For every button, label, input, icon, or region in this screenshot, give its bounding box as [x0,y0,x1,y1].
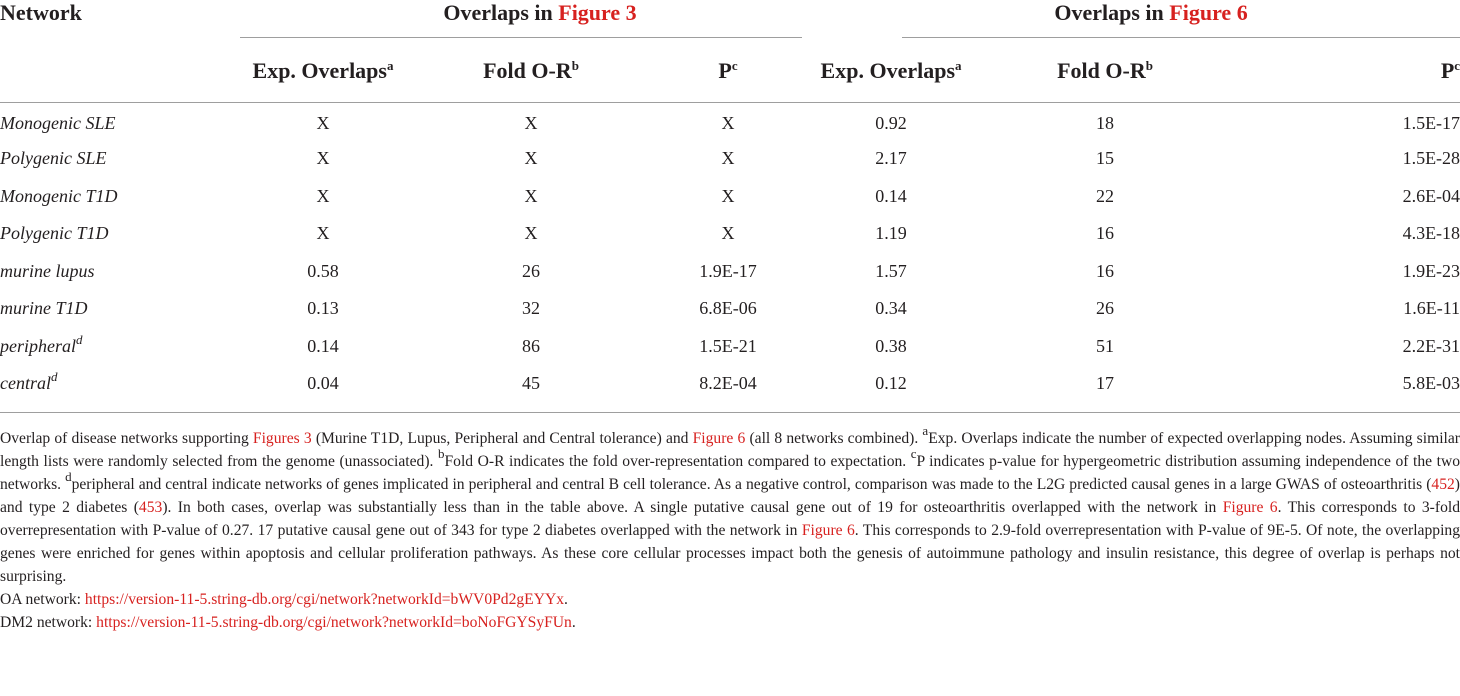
col-p-fig3 [654,40,802,102]
col-label: Fold O-R [1057,57,1146,83]
cell-f3-exp: X [316,223,330,244]
row-name: Polygenic T1D [0,223,109,244]
figure6-link[interactable]: Figure 6 [801,522,855,539]
table-bottom-rule [0,402,1460,412]
col-sup: c [1454,57,1460,73]
cell-f6-p: 4.3E-18 [1402,223,1460,244]
cell-f6-p: 1.9E-23 [1402,260,1460,281]
col-label: P [718,57,732,83]
table-row [0,252,1460,290]
col-label: P [1440,57,1455,83]
col-fold-or-fig6 [980,40,1230,102]
col-sup: a [955,57,962,73]
row-name: central$^d$ [0,369,58,394]
figure6-link[interactable]: Figure 6 [1169,0,1248,25]
cell-f3-p: 8.2E-04 [699,373,757,394]
group-underline [902,37,1460,38]
oa-network-line: OA network: https://version-11-5.string-db.org/cgi/network?networkId=bWV0Pd2gEYYx. [0,591,568,608]
figures3-link[interactable]: Figures 3 [252,430,312,447]
col-sup: b [1145,57,1153,73]
cell-f6-p: 2.2E-31 [1402,335,1460,356]
ref-452-link[interactable]: 452 [1431,476,1455,493]
row-name: peripheral$^d$ [0,331,83,356]
cell-f6-fold: 51 [1096,335,1115,356]
col-label: Fold O-R [483,57,572,83]
col-sup: a [386,57,394,73]
empty-header-cell [0,40,238,102]
cell-f6-p: 1.6E-11 [1403,298,1460,319]
col-p-fig6 [1230,40,1460,102]
cell-f3-p: X [721,113,735,133]
cell-f6-exp: 0.92 [875,113,907,133]
header-row-groups [0,0,1460,40]
cell-f6-p: 1.5E-17 [1402,113,1460,133]
cell-f6-p: 2.6E-04 [1402,185,1460,206]
table-row [0,290,1460,328]
cell-f6-fold: 22 [1096,185,1115,206]
figure3-link[interactable]: Figure 3 [558,0,637,25]
col-label: Exp. Overlaps [252,57,387,83]
cell-f3-fold: X [524,148,538,169]
ref-453-link[interactable]: 453 [138,499,163,516]
cell-f6-exp: 0.34 [875,298,907,319]
col-exp-overlaps-fig6 [802,40,980,102]
header-row-columns [0,40,1460,102]
cell-f6-p: 1.5E-28 [1402,148,1460,169]
table-row [0,102,1460,140]
cell-f6-fold: 26 [1096,298,1115,319]
cell-f3-exp: X [316,185,330,206]
cell-f6-fold: 16 [1096,260,1115,281]
figure6-link[interactable]: Figure 6 [1222,499,1278,516]
group-header-figure6 [802,0,1460,40]
row-name: Monogenic SLE [0,113,116,133]
table-row [0,140,1460,178]
cell-f3-p: X [721,223,735,244]
cell-f3-fold: X [524,185,538,206]
dm2-network-link[interactable]: https://version-11-5.string-db.org/cgi/network?networkId=boNoFGYSyFUn [96,614,572,631]
cell-f3-p: 1.9E-17 [699,260,757,281]
cell-f3-p: 6.8E-06 [699,298,757,319]
table-row [0,215,1460,253]
group-header-prefix: Overlaps in [443,0,559,25]
table-row [0,365,1460,403]
group-header-prefix: Overlaps in [1054,0,1170,25]
cell-f3-p: X [721,185,735,206]
row-name: murine T1D [0,298,88,319]
cell-f6-exp: 0.14 [875,185,907,206]
cell-f3-fold: X [524,223,538,244]
cell-f6-fold: 17 [1096,373,1115,394]
network-header: Network [0,0,82,25]
cell-f3-fold: 26 [522,260,540,281]
cell-f3-fold: 45 [522,373,540,394]
cell-f6-fold: 15 [1096,148,1115,169]
cell-f6-fold: 16 [1096,223,1115,244]
col-label: Exp. Overlaps [820,57,956,83]
cell-f3-exp: 0.14 [307,335,339,356]
cell-f3-exp: X [316,148,330,169]
row-name: murine lupus [0,260,95,281]
cell-f3-fold: 86 [522,335,540,356]
table-footnote [0,423,1460,634]
col-fold-or-fig3 [408,40,654,102]
table-row [0,327,1460,365]
cell-f3-exp: X [316,113,330,133]
col-sup: b [571,57,579,73]
cell-f6-exp: 2.17 [875,148,907,169]
figure6-link[interactable]: Figure 6 [692,430,746,447]
cell-f6-exp: 1.57 [875,260,907,281]
cell-f3-exp: 0.04 [307,373,339,394]
cell-f3-fold: X [524,113,538,133]
row-name: Monogenic T1D [0,185,118,206]
cell-f3-exp: 0.58 [307,260,339,281]
cell-f3-p: X [721,148,735,169]
cell-f6-exp: 1.19 [875,223,907,244]
dm2-network-line: DM2 network: https://version-11-5.string-db.org/cgi/network?networkId=boNoFGYSyFUn. [0,614,576,631]
cell-f6-fold: 18 [1096,113,1115,133]
cell-f3-p: 1.5E-21 [699,335,757,356]
cell-f6-exp: 0.38 [875,335,907,356]
cell-f6-exp: 0.12 [875,373,907,394]
group-underline [240,37,802,38]
oa-network-link[interactable]: https://version-11-5.string-db.org/cgi/network?networkId=bWV0Pd2gEYYx [84,591,565,608]
cell-f3-fold: 32 [522,298,540,319]
footnote-paragraph: Overlap of disease networks supporting Figures 3 (Murine T1D, Lupus, Peripheral and Central tolerance) and Figure 6 (all 8 networks combined). $^a$Exp. Overlaps indicate the number of expected overlapping nodes. Assuming similar length lists were randomly selected from the genome (unassociated). $^b$Fold O-R indicates the fold over-representation compared to expectation. $^c$P indicates p-value for hypergeometric distribution assuming independence of the two networks. $^d$peripheral and central indicate networks of genes implicated in peripheral and central B cell tolerance. As a negative control, comparison was made to the L2G predicted causal genes in a large GWAS of osteoarthritis (452) and type 2 diabetes (453). In both cases, overlap was substantially less than in the table above. A single putative causal gene out of 19 for osteoarthritis overlapped with the network in Figure 6. This corresponds to 3-fold overrepresentation with P-value of 0.27. 17 putative causal gene out of 343 for type 2 diabetes overlapped with the network in Figure 6. This corresponds to 2.9-fold overrepresentation with P-value of 9E-5. Of note, the overlapping genes were enriched for genes within apoptosis and cellular proliferation pathways. As these core cellular processes impact both the genesis of autoimmune pathology and insulin resistance, this degree of overlap is perhaps not surprising. [0,423,1460,585]
table-row [0,177,1460,215]
cell-f3-exp: 0.13 [307,298,339,319]
col-sup: c [731,57,738,73]
group-header-figure3 [238,0,802,40]
cell-f6-p: 5.8E-03 [1402,373,1460,394]
col-exp-overlaps-fig3 [238,40,408,102]
row-name: Polygenic SLE [0,148,107,169]
